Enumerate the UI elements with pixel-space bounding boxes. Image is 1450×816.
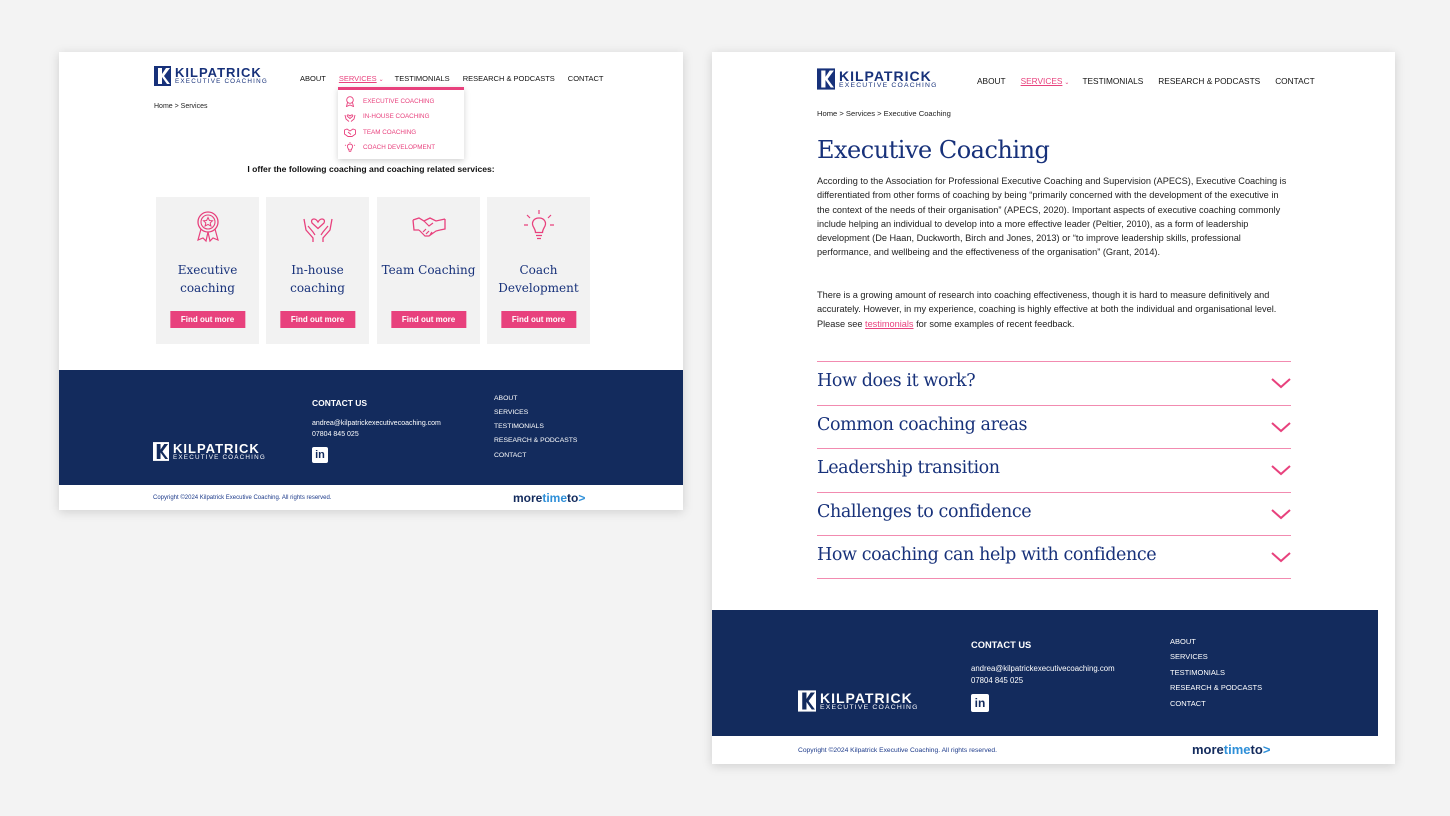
footer-link-testimonials[interactable]: TESTIMONIALS xyxy=(1170,668,1226,677)
brand-arrow: > xyxy=(578,491,586,505)
find-out-more-button[interactable]: Find out more xyxy=(280,311,355,328)
nav-services-label: SERVICES xyxy=(338,74,377,83)
chevron-down-icon: ⌄ xyxy=(378,77,384,83)
heart-hands-icon xyxy=(344,111,356,122)
services-dropdown xyxy=(338,87,464,159)
find-out-more-button[interactable]: Find out more xyxy=(501,311,576,328)
linkedin-icon[interactable]: in xyxy=(312,447,328,463)
nav-research-podcasts[interactable]: RESEARCH & PODCASTS xyxy=(1158,76,1261,86)
find-out-more-button[interactable]: Find out more xyxy=(170,311,245,328)
service-card-executive-coaching xyxy=(156,197,259,344)
chevron-down-icon: ⌄ xyxy=(1064,80,1070,86)
accordion-item[interactable] xyxy=(817,361,1291,405)
logo-mark-icon xyxy=(798,690,816,712)
footer-phone[interactable]: 07804 845 025 xyxy=(971,676,1024,685)
logo-subtitle: EXECUTIVE COACHING xyxy=(839,81,938,89)
card-title: Coach Development xyxy=(498,263,579,295)
brand-part-more: more xyxy=(1192,742,1224,757)
chevron-down-icon xyxy=(1271,419,1291,435)
dropdown-item-label: COACH DEVELOPMENT xyxy=(363,144,436,151)
nav-contact[interactable]: CONTACT xyxy=(1275,76,1315,86)
dropdown-item-coach-development[interactable] xyxy=(344,142,435,153)
footer-logo[interactable] xyxy=(153,442,266,461)
footer-link-contact[interactable]: CONTACT xyxy=(1170,699,1206,708)
chevron-down-icon xyxy=(1271,549,1291,565)
nav-services-label: SERVICES xyxy=(1020,76,1063,86)
logo-name: KILPATRICK xyxy=(839,67,932,84)
award-icon xyxy=(344,96,356,107)
nav-testimonials[interactable]: TESTIMONIALS xyxy=(1082,76,1144,86)
copyright-text: Copyright ©2024 Kilpatrick Executive Coaching. All rights reserved. xyxy=(798,747,997,754)
brand-part-more: more xyxy=(513,491,543,505)
service-card-team-coaching xyxy=(377,197,480,344)
accordion-title: How does it work? xyxy=(817,371,976,391)
lightbulb-icon xyxy=(344,142,356,153)
card-title: In-house coaching xyxy=(290,263,345,295)
logo-mark-icon xyxy=(153,442,169,461)
footer-email-link[interactable]: andrea@kilpatrickexecutivecoaching.com xyxy=(312,420,441,427)
footer-link-services[interactable]: SERVICES xyxy=(1170,652,1208,661)
nav-contact[interactable]: CONTACT xyxy=(567,74,604,83)
logo-name: KILPATRICK xyxy=(820,689,913,706)
services-page-screenshot xyxy=(59,52,683,510)
logo-subtitle: EXECUTIVE COACHING xyxy=(175,78,268,86)
services-intro: I offer the following coaching and coaching related services: xyxy=(247,164,495,174)
site-logo[interactable] xyxy=(154,66,268,86)
main-nav xyxy=(977,76,1315,86)
logo-name: KILPATRICK xyxy=(173,441,260,456)
footer-phone[interactable]: 07804 845 025 xyxy=(312,431,359,438)
chevron-down-icon xyxy=(1271,462,1291,478)
site-logo[interactable] xyxy=(817,68,938,90)
dropdown-item-in-house-coaching[interactable] xyxy=(344,111,429,122)
chevron-down-icon xyxy=(1271,375,1291,391)
footer-contact-title: CONTACT US xyxy=(971,640,1032,650)
nav-services[interactable] xyxy=(339,74,384,83)
executive-coaching-page-screenshot xyxy=(712,52,1395,764)
brand-part-time: time xyxy=(1223,742,1251,757)
footer-link-research-podcasts[interactable]: RESEARCH & PODCASTS xyxy=(494,437,578,444)
award-icon xyxy=(191,209,225,243)
service-card-in-house-coaching xyxy=(266,197,369,344)
card-title: Executive coaching xyxy=(177,263,238,295)
accordion-item[interactable] xyxy=(817,535,1291,579)
accordion-title: Common coaching areas xyxy=(817,415,1028,435)
card-title: Team Coaching xyxy=(381,263,476,277)
accordion-title: Challenges to confidence xyxy=(817,502,1032,522)
brand-part-time: time xyxy=(542,491,568,505)
main-nav xyxy=(300,74,604,83)
dropdown-item-team-coaching[interactable] xyxy=(344,127,416,138)
breadcrumb: Home > Services > Executive Coaching xyxy=(817,109,951,118)
paragraph-text: There is a growing amount of research into coaching effectiveness, though it is hard to measure definitively and accurately. However, in my experience, coaching is highly effective at both the individual and organisational level. Please see xyxy=(817,290,1277,329)
logo-mark-icon xyxy=(154,66,171,86)
accordion-item[interactable] xyxy=(817,448,1291,492)
nav-services[interactable] xyxy=(1021,76,1070,86)
site-footer xyxy=(59,370,683,485)
linkedin-icon[interactable]: in xyxy=(971,694,989,712)
footer-email-link[interactable]: andrea@kilpatrickexecutivecoaching.com xyxy=(971,664,1115,673)
intro-paragraph: According to the Association for Professional Executive Coaching and Supervision (APECS), Executive Coaching is differentiated from other forms of coaching by being “primarily concerned with the development of the executive in the context of the needs of their organisation” (APECS, 2020). Important aspects of executive coaching commonly include helping an individual to develop into a more effective leader (Peltier, 2010), as a form of leadership development (De Haan, Duckworth, Birch and Jones, 2013) or “to improve leadership skills, professional performance, and wellbeing and the effectiveness of the organisation” (Grant, 2014). xyxy=(817,176,1287,258)
handshake-icon xyxy=(344,127,356,138)
footer-link-about[interactable]: ABOUT xyxy=(494,395,518,402)
footer-link-testimonials[interactable]: TESTIMONIALS xyxy=(494,423,544,430)
footer-link-research-podcasts[interactable]: RESEARCH & PODCASTS xyxy=(1170,683,1263,692)
footer-link-contact[interactable]: CONTACT xyxy=(494,452,527,459)
nav-research-podcasts[interactable]: RESEARCH & PODCASTS xyxy=(462,74,555,83)
dropdown-item-label: TEAM COACHING xyxy=(363,129,417,136)
footer-link-about[interactable]: ABOUT xyxy=(1170,637,1196,646)
page-title: Executive Coaching xyxy=(817,136,1050,164)
dropdown-item-label: IN-HOUSE COACHING xyxy=(363,113,430,120)
handshake-icon xyxy=(409,209,449,243)
site-footer xyxy=(712,610,1378,736)
brand-arrow: > xyxy=(1262,742,1271,757)
accordion-title: How coaching can help with confidence xyxy=(817,545,1157,565)
lightbulb-icon xyxy=(522,209,556,243)
dropdown-item-executive-coaching[interactable] xyxy=(344,96,434,107)
moretimeto-brand-link[interactable] xyxy=(513,491,585,505)
moretimeto-brand-link[interactable] xyxy=(1192,742,1270,757)
brand-part-to: to xyxy=(567,491,579,505)
heart-hands-icon xyxy=(301,209,335,243)
nav-testimonials[interactable]: TESTIMONIALS xyxy=(394,74,450,83)
find-out-more-button[interactable]: Find out more xyxy=(391,311,466,328)
copyright-text: Copyright ©2024 Kilpatrick Executive Coaching. All rights reserved. xyxy=(153,495,332,501)
effectiveness-paragraph xyxy=(817,288,1291,331)
testimonials-link[interactable]: testimonials xyxy=(865,318,914,329)
breadcrumb: Home > Services xyxy=(154,103,208,110)
accordion-item[interactable] xyxy=(817,405,1291,449)
footer-contact-title: CONTACT US xyxy=(312,398,368,408)
nav-about[interactable]: ABOUT xyxy=(977,76,1006,86)
dropdown-item-label: EXECUTIVE COACHING xyxy=(363,98,435,105)
brand-part-to: to xyxy=(1250,742,1263,757)
nav-about[interactable]: ABOUT xyxy=(300,74,326,83)
logo-subtitle: EXECUTIVE COACHING xyxy=(173,454,266,461)
logo-subtitle: EXECUTIVE COACHING xyxy=(820,703,919,711)
accordion-title: Leadership transition xyxy=(817,458,1000,478)
logo-mark-icon xyxy=(817,68,835,90)
footer-logo[interactable] xyxy=(798,690,919,712)
accordion-item[interactable] xyxy=(817,492,1291,536)
service-card-coach-development xyxy=(487,197,590,344)
chevron-down-icon xyxy=(1271,506,1291,522)
paragraph-text: for some examples of recent feedback. xyxy=(913,318,1075,329)
logo-name: KILPATRICK xyxy=(175,65,262,81)
footer-link-services[interactable]: SERVICES xyxy=(494,409,529,416)
